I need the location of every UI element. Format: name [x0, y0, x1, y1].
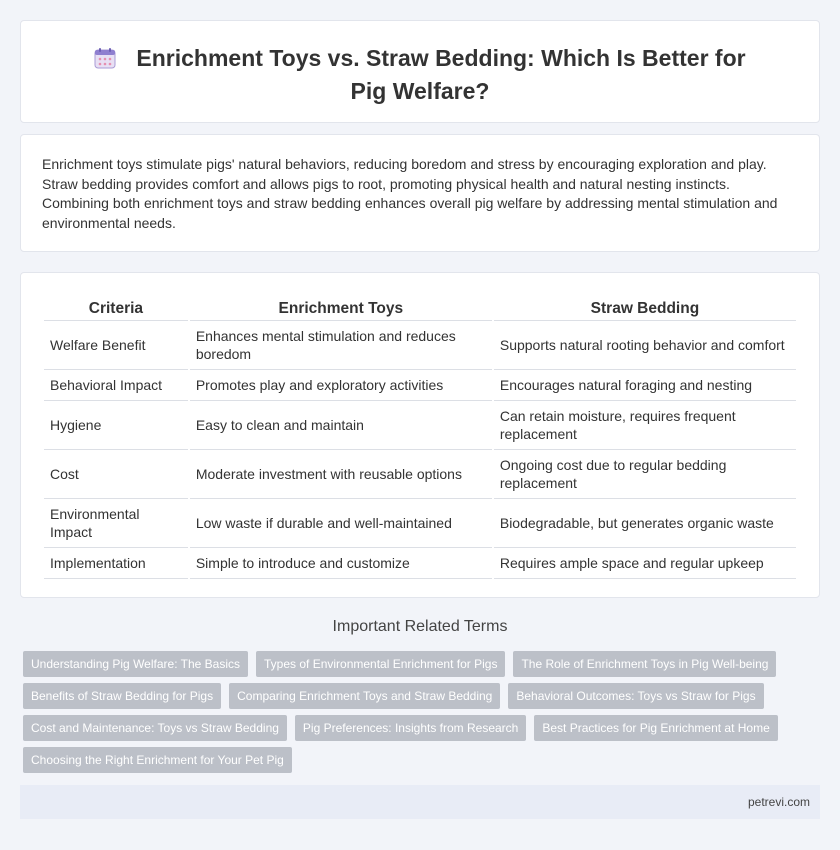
column-header-enrichment-toys: Enrichment Toys [190, 295, 492, 321]
table-row [44, 499, 796, 548]
table-cell-straw: Requires ample space and regular upkeep [494, 548, 796, 579]
comparison-card [20, 272, 820, 598]
table-cell-criteria: Environmental Impact [44, 499, 188, 548]
table-cell-criteria: Cost [44, 450, 188, 499]
intro-paragraph: Enrichment toys stimulate pigs' natural behaviors, reducing boredom and stress by encouraging exploration and play. Straw bedding provides comfort and allows pigs to root, promoting physical health and natural nesting instincts. Combining both enrichment toys and straw bedding enhances overall pig welfare by addressing mental stimulation and environmental needs. [42, 156, 778, 231]
table-cell-straw: Biodegradable, but generates organic waste [494, 499, 796, 548]
related-term-tag[interactable]: Comparing Enrichment Toys and Straw Bedding [229, 683, 500, 709]
table-cell-straw: Ongoing cost due to regular bedding replacement [494, 450, 796, 499]
table-cell-criteria: Welfare Benefit [44, 321, 188, 370]
title-card [20, 20, 820, 123]
tag-row [23, 683, 823, 709]
related-term-tag[interactable]: Cost and Maintenance: Toys vs Straw Bedding [23, 715, 287, 741]
related-term-tag[interactable]: Benefits of Straw Bedding for Pigs [23, 683, 221, 709]
table-cell-straw: Supports natural rooting behavior and comfort [494, 321, 796, 370]
table-row [44, 548, 796, 579]
column-header-straw-bedding: Straw Bedding [494, 295, 796, 321]
tag-row [23, 651, 823, 677]
table-cell-criteria: Implementation [44, 548, 188, 579]
column-header-criteria: Criteria [44, 295, 188, 321]
related-terms-list [23, 651, 823, 779]
table-cell-straw: Encourages natural foraging and nesting [494, 370, 796, 401]
table-cell-straw: Can retain moisture, requires frequent replacement [494, 401, 796, 450]
related-term-tag[interactable]: Understanding Pig Welfare: The Basics [23, 651, 248, 677]
page-title-text: Enrichment Toys vs. Straw Bedding: Which Is Better for Pig Welfare? [136, 45, 746, 104]
related-term-tag[interactable]: Choosing the Right Enrichment for Your Pet Pig [23, 747, 292, 773]
tag-row [23, 715, 823, 741]
tag-row [23, 747, 823, 773]
table-cell-toys: Easy to clean and maintain [190, 401, 492, 450]
calendar-icon [94, 46, 116, 76]
table-row [44, 370, 796, 401]
related-term-tag[interactable]: The Role of Enrichment Toys in Pig Well-being [513, 651, 776, 677]
comparison-table [42, 295, 798, 579]
related-term-tag[interactable]: Best Practices for Pig Enrichment at Home [534, 715, 777, 741]
table-cell-criteria: Behavioral Impact [44, 370, 188, 401]
table-cell-toys: Enhances mental stimulation and reduces boredom [190, 321, 492, 370]
table-row [44, 450, 796, 499]
related-term-tag[interactable]: Pig Preferences: Insights from Research [295, 715, 526, 741]
related-term-tag[interactable]: Behavioral Outcomes: Toys vs Straw for Pigs [508, 683, 763, 709]
intro-card [20, 134, 820, 252]
table-header-row [44, 295, 796, 321]
table-cell-toys: Simple to introduce and customize [190, 548, 492, 579]
footer-site-link[interactable]: petrevi.com [747, 795, 810, 809]
table-row [44, 321, 796, 370]
related-terms-heading: Important Related Terms [332, 618, 508, 635]
footer [20, 785, 820, 819]
table-row [44, 401, 796, 450]
table-cell-toys: Low waste if durable and well-maintained [190, 499, 492, 548]
table-cell-criteria: Hygiene [44, 401, 188, 450]
related-term-tag[interactable]: Types of Environmental Enrichment for Pigs [256, 651, 505, 677]
page-title [21, 43, 819, 106]
table-cell-toys: Moderate investment with reusable options [190, 450, 492, 499]
table-cell-toys: Promotes play and exploratory activities [190, 370, 492, 401]
